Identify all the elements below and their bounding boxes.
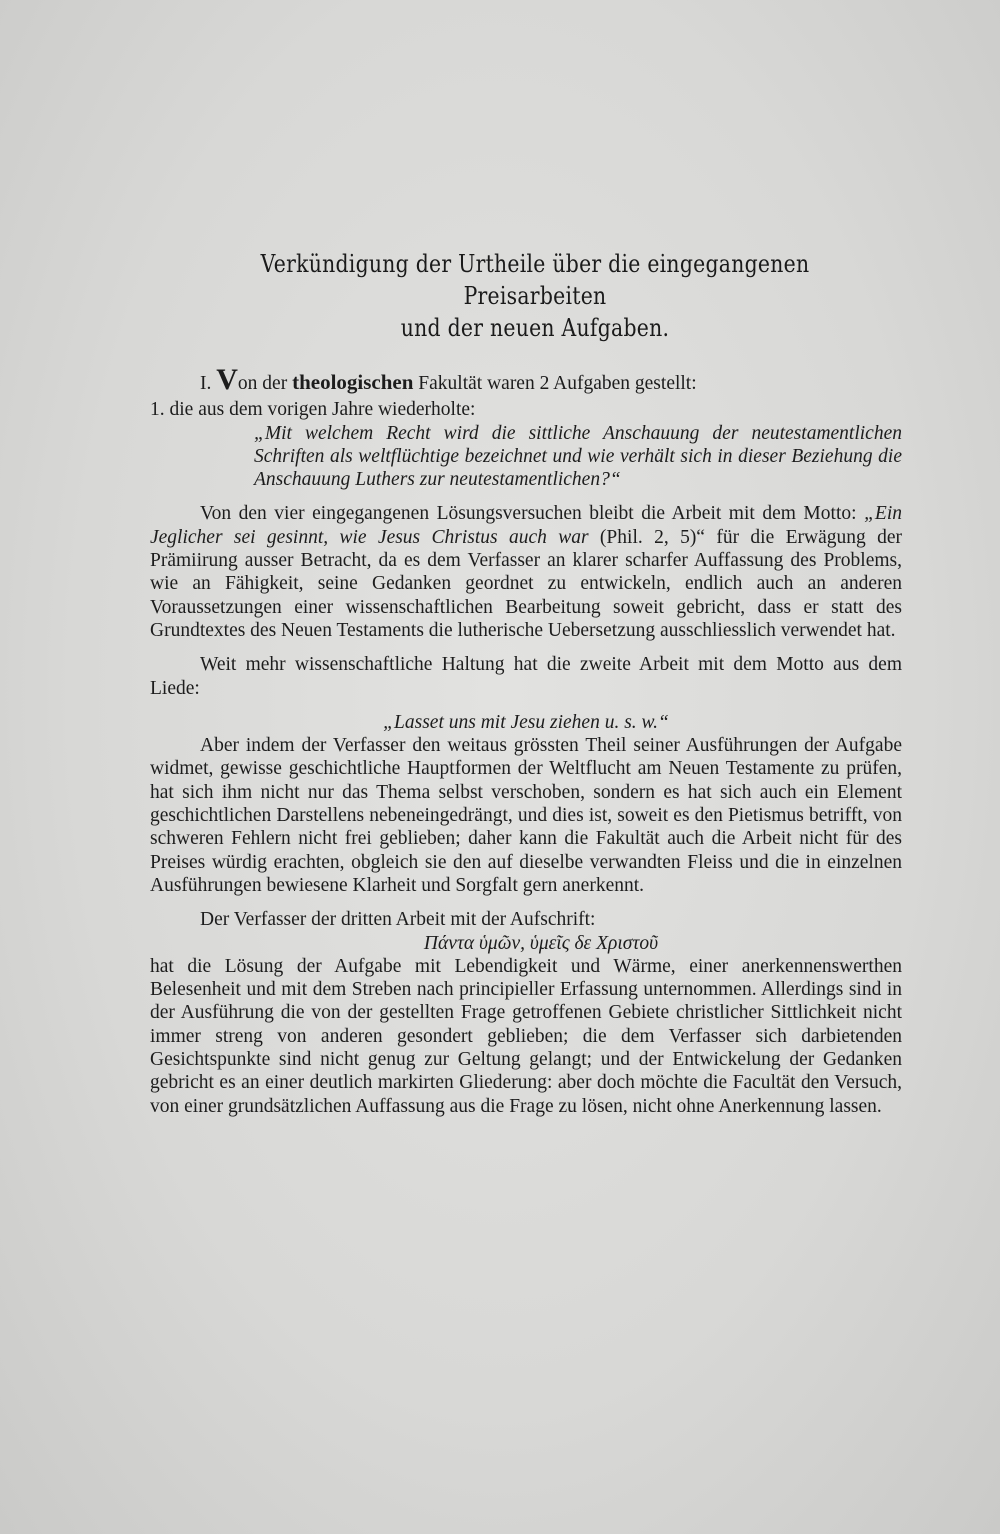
item-1-question: „Mit welchem Recht wird die sittliche Anschauung der neutestamentlichen Schriften als weltflüchtige bezeichnet und wie verhält sich in dieser Beziehung die Anschauung Luthers zur neutestamentlichen?“: [254, 422, 902, 491]
paragraph-1-motto: „Ein Jeglicher sei gesinnt, wie Jesus Christus auch war: [150, 503, 902, 548]
section-faculty: theologischen: [292, 370, 414, 394]
page-heading: [233, 248, 837, 344]
heading-line-1: Verkündigung der Urtheile über die eingegangenen Preisarbeiten: [260, 250, 810, 310]
paragraph-3: Aber indem der Verfasser den weitaus grössten Theil seiner Ausführungen der Aufgabe widmet, gewisse geschichtliche Hauptformen der Weltflucht am Neuen Testamente zu prüfen, hat sich ihm nicht nur das Thema selbst verschoben, sondern es hat sich auch ein Element geschichtlichen Darstellens nebeneingedrängt, und dies ist, soweit es den Pietismus betrifft, von schweren Fehlern nicht frei geblieben; daher kann die Fakultät auch die Arbeit nicht für des Preises würdig erachten, obgleich sie den auf dieselbe verwandten Fleiss und die in einzelnen Ausführungen bewiesene Klarheit und Sorgfalt gern anerkennt.: [150, 735, 902, 896]
paragraph-1: [150, 502, 902, 642]
section-heading: [200, 363, 902, 396]
item-1-label: 1. die aus dem vorigen Jahre wiederholte:: [150, 399, 476, 421]
paragraph-1-rest: (Phil. 2, 5)“ für die Erwägung der Prämiirung ausser Betracht, da es dem Verfasser an klarer scharfer Auffassung des Problems, wie an Fähigkeit, seine Gedanken geordnet zu entwickeln, endlich auch an anderen Voraussetzungen einer wissenschaftlichen Bearbeitung soweit gebricht, dass er statt des Grundtextes des Neuen Testaments die lutherische Uebersetzung ausschliesslich verwendet hat.: [150, 526, 902, 641]
section-initial: V: [216, 363, 238, 396]
paragraph-4-motto: Πάντα ὑμῶν, ὑμεῖς δε Χριστοῦ: [423, 932, 659, 954]
paragraph-2: Weit mehr wissenschaftliche Haltung hat die zweite Arbeit mit dem Motto aus dem Liede:: [150, 654, 902, 699]
paragraph-2-motto: „Lasset uns mit Jesu ziehen u. s. w.“: [383, 711, 669, 733]
section-rest-a: on der: [237, 373, 288, 394]
section-numeral: I.: [200, 373, 212, 394]
paragraph-4-intro: Der Verfasser der dritten Arbeit mit der Aufschrift:: [200, 909, 596, 931]
paragraph-1-lead: Von den vier eingegangenen Lösungsversuchen bleibt die Arbeit mit dem Motto:: [200, 503, 865, 525]
paragraph-4-body: hat die Lösung der Aufgabe mit Lebendigkeit und Wärme, einer anerkennenswerthen Belesenheit und mit dem Streben nach principieller Erfassung unternommen. Allerdings sind in der Ausführung die von der gestellten Frage getroffenen Gebiete christlicher Sittlichkeit nicht immer streng von anderen gesondert geblieben; die dem Verfasser sich darbietenden Gesichtspunkte sind nicht genug zur Geltung gelangt; und der Entwickelung der Gedanken gebricht es an einer deutlich markirten Gliederung: aber doch möchte die Facultät den Versuch, von einer grundsätzlichen Auffassung aus die Frage zu lösen, nicht ohne Anerkennung lassen.: [150, 955, 902, 1117]
heading-line-2: und der neuen Aufgaben.: [400, 314, 670, 342]
section-rest-b: Fakultät waren 2 Aufgaben gestellt:: [418, 373, 697, 394]
document-body: [150, 363, 902, 1118]
